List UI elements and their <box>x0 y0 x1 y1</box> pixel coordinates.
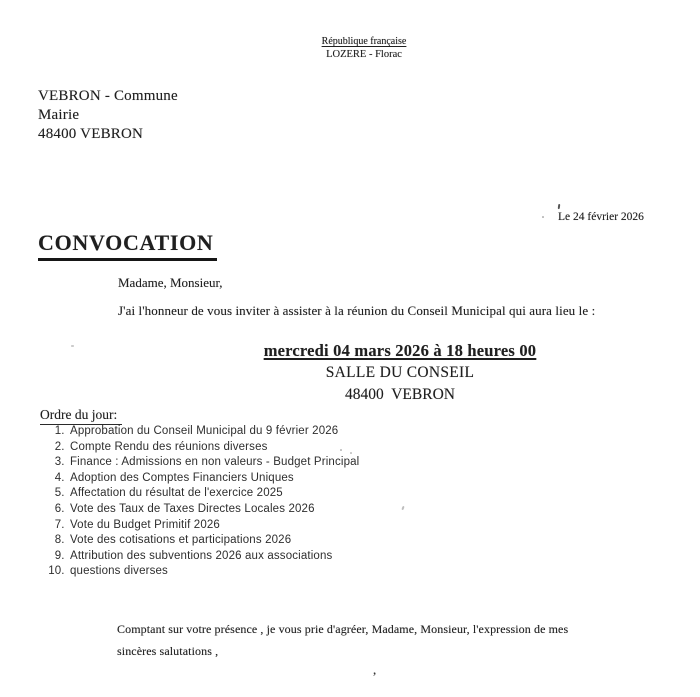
agenda-item: 8. Vote des cotisations et participations 2026 <box>68 533 359 549</box>
agenda-item: 10. questions diverses <box>68 564 359 580</box>
agenda-item: 7. Vote du Budget Primitif 2026 <box>68 518 359 534</box>
closing-paragraph <box>117 619 568 662</box>
closing-line-2: sincères salutations , <box>117 643 219 658</box>
letter-date: Le 24 février 2026 <box>558 211 644 223</box>
closing-line-1: Comptant sur votre présence , je vous prie d'agréer, Madame, Monsieur, l'expression de mes <box>117 622 569 636</box>
sender-commune-line: VEBRON - Commune <box>38 88 178 104</box>
scan-speck <box>71 345 74 347</box>
agenda-item: 4. Adoption des Comptes Financiers Uniques <box>68 471 359 487</box>
scan-speck <box>350 452 352 454</box>
agenda-item: 5. Affectation du résultat de l'exercice 2025 <box>68 486 359 502</box>
scan-speck <box>542 216 544 218</box>
agenda-list <box>38 424 359 580</box>
meeting-place: SALLE DU CONSEIL <box>325 364 475 381</box>
stray-comma-mark: , <box>373 662 377 677</box>
scan-speck <box>340 449 342 451</box>
invitation-text: J'ai l'honneur de vous inviter à assister à la réunion du Conseil Municipal qui aura lieu le : <box>118 303 596 318</box>
scan-speck <box>558 204 560 209</box>
agenda-item: 2. Compte Rendu des réunions diverses <box>68 440 359 456</box>
agenda-item: 1. Approbation du Conseil Municipal du 9 février 2026 <box>68 424 359 440</box>
sender-address <box>38 87 178 144</box>
letterhead <box>299 36 429 60</box>
department-label: LOZERE - Florac <box>326 48 402 60</box>
meeting-datetime: mercredi 04 mars 2026 à 18 heures 00 <box>263 341 537 360</box>
republique-francaise-label: République française <box>321 36 407 47</box>
meeting-details <box>100 340 700 406</box>
salutation-text: Madame, Monsieur, <box>118 275 223 290</box>
sender-postal-line: 48400 VEBRON <box>38 126 144 142</box>
agenda-item: 9. Attribution des subventions 2026 aux associations <box>68 549 359 565</box>
meeting-city: 48400 VEBRON <box>345 386 455 403</box>
agenda-item: 3. Finance : Admissions en non valeurs - Budget Principal <box>68 455 359 471</box>
sender-office-line: Mairie <box>38 107 80 123</box>
letter-title: CONVOCATION <box>38 230 217 261</box>
scan-speck <box>401 506 404 510</box>
agenda-item: 6. Vote des Taux de Taxes Directes Locales 2026 <box>68 502 359 518</box>
agenda-heading: Ordre du jour: <box>40 407 122 425</box>
